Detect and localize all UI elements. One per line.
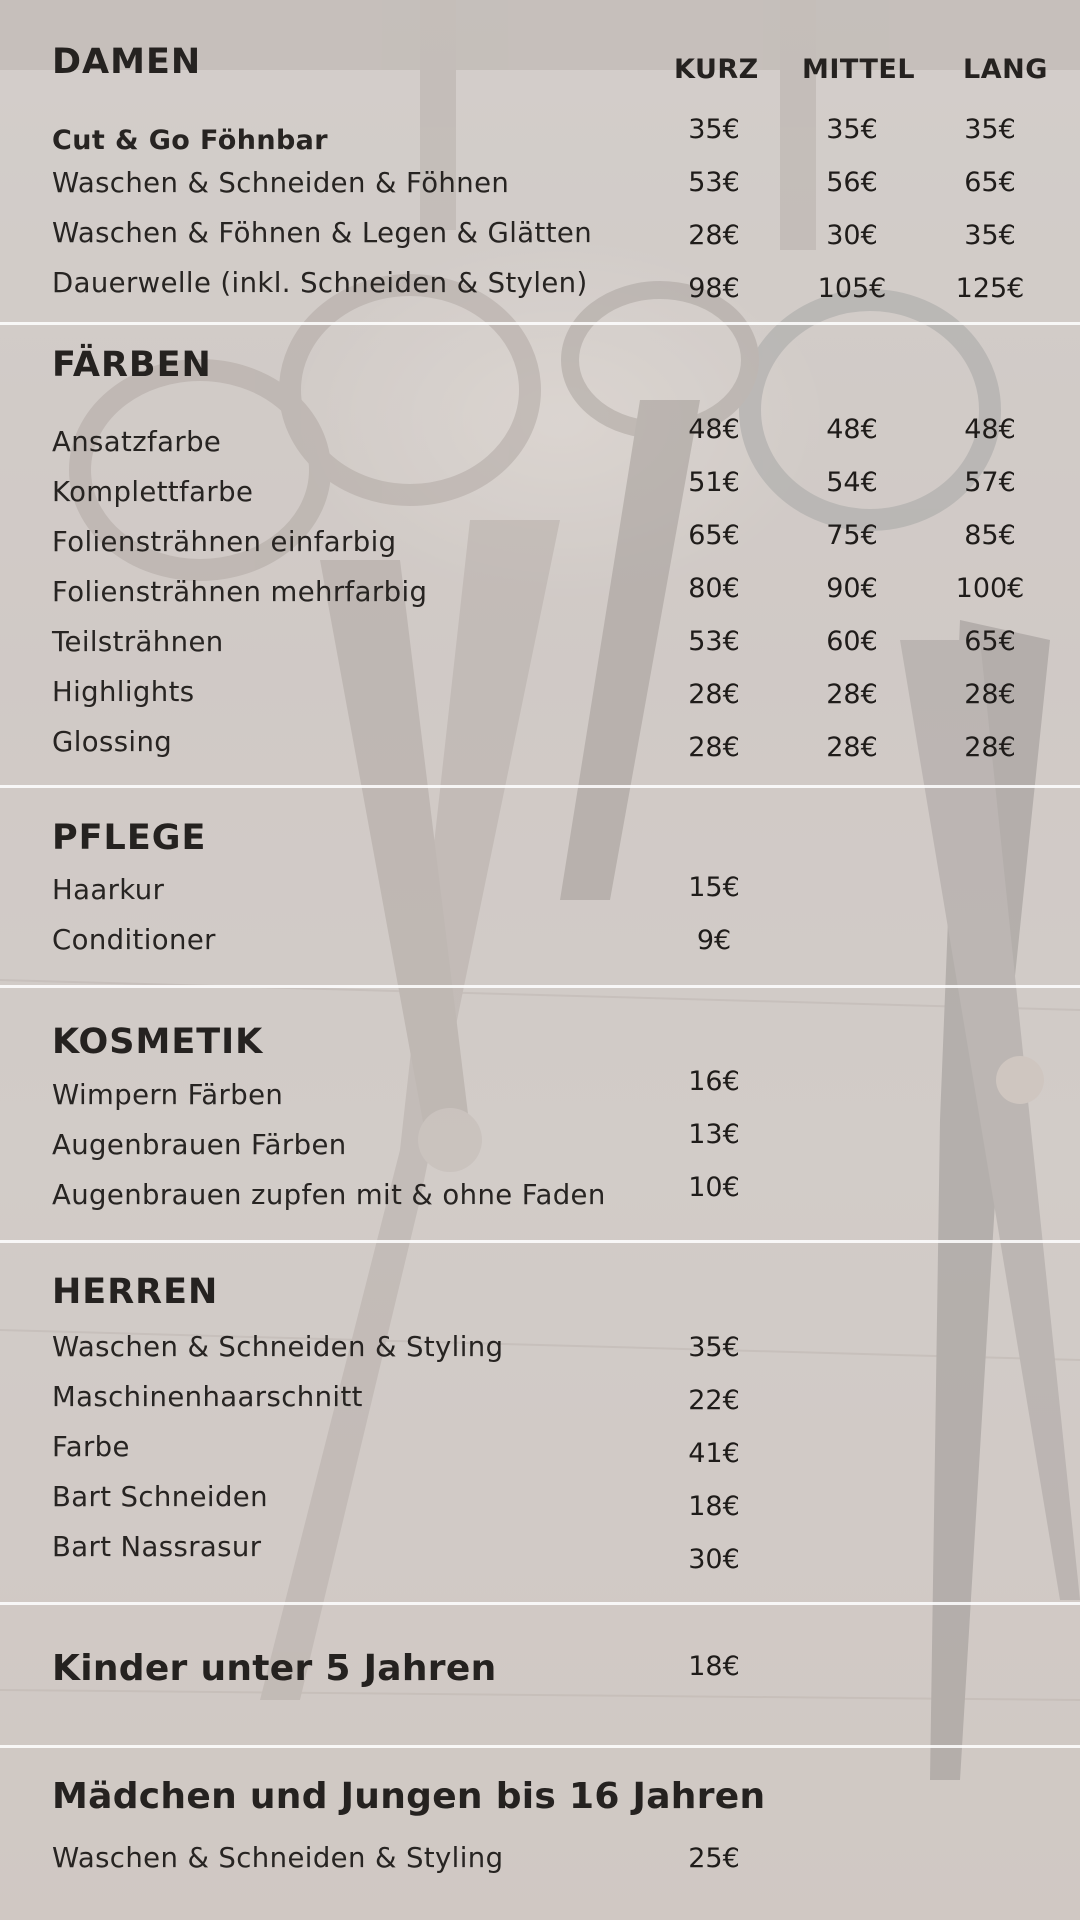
section-title-kosmetik: KOSMETIK (52, 1022, 264, 1062)
service-label: Farbe (52, 1431, 130, 1463)
service-label: Bart Schneiden (52, 1481, 268, 1513)
price-kurz: 51€ (688, 467, 740, 498)
price-kurz: 28€ (688, 732, 740, 763)
price-lang: 28€ (964, 732, 1016, 763)
column-header-lang: LANG (963, 54, 1048, 85)
price-kurz: 98€ (688, 273, 740, 304)
price: 15€ (688, 872, 740, 903)
service-label: Augenbrauen zupfen mit & ohne Faden (52, 1179, 606, 1211)
price-lang: 57€ (964, 467, 1016, 498)
service-label: Dauerwelle (inkl. Schneiden & Stylen) (52, 267, 588, 299)
price-kurz: 48€ (688, 414, 740, 445)
service-label: Foliensträhnen einfarbig (52, 526, 397, 558)
price-kurz: 53€ (688, 626, 740, 657)
price: 9€ (696, 925, 732, 956)
price-mittel: 56€ (826, 167, 878, 198)
section-divider (0, 1602, 1080, 1605)
service-label: Foliensträhnen mehrfarbig (52, 576, 428, 608)
price-mittel: 75€ (826, 520, 878, 551)
service-label: Maschinenhaarschnitt (52, 1381, 363, 1413)
service-label: Komplettfarbe (52, 476, 254, 508)
service-label: Teilsträhnen (52, 626, 224, 658)
section-title-damen: DAMEN (52, 42, 202, 82)
service-label: Waschen & Föhnen & Legen & Glätten (52, 217, 593, 249)
price-lang: 100€ (955, 573, 1025, 604)
service-label: Cut & Go Föhnbar (52, 125, 329, 156)
section-divider (0, 1240, 1080, 1243)
price-mittel: 30€ (826, 220, 878, 251)
service-label: Conditioner (52, 924, 216, 956)
service-label: Waschen & Schneiden & Styling (52, 1842, 504, 1874)
service-label: Augenbrauen Färben (52, 1129, 347, 1161)
price-mittel: 54€ (826, 467, 878, 498)
price-kurz: 80€ (688, 573, 740, 604)
column-header-kurz: KURZ (674, 54, 759, 85)
section-divider (0, 985, 1080, 988)
price-mittel: 105€ (817, 273, 887, 304)
price-lang: 85€ (964, 520, 1016, 551)
price: 18€ (688, 1491, 740, 1522)
section-divider (0, 1745, 1080, 1748)
section-title-faerben: FÄRBEN (52, 345, 212, 385)
section-title-herren: HERREN (52, 1272, 219, 1312)
price-lang: 35€ (964, 114, 1016, 145)
section-divider (0, 322, 1080, 325)
price: 25€ (688, 1843, 740, 1874)
price-lang: 125€ (955, 273, 1025, 304)
price: 16€ (688, 1066, 740, 1097)
price-mittel: 28€ (826, 732, 878, 763)
price: 10€ (688, 1172, 740, 1203)
service-label: Glossing (52, 726, 173, 758)
service-label: Bart Nassrasur (52, 1531, 262, 1563)
price-mittel: 35€ (826, 114, 878, 145)
section-title-kinder: Kinder unter 5 Jahren (52, 1648, 497, 1689)
price-mittel: 90€ (826, 573, 878, 604)
price-lang: 48€ (964, 414, 1016, 445)
service-label: Haarkur (52, 874, 165, 906)
price-kurz: 28€ (688, 679, 740, 710)
price: 13€ (688, 1119, 740, 1150)
price: 22€ (688, 1385, 740, 1416)
price-kurz: 35€ (688, 114, 740, 145)
price-kurz: 28€ (688, 220, 740, 251)
price-kurz: 53€ (688, 167, 740, 198)
price-kurz: 65€ (688, 520, 740, 551)
price-mittel: 28€ (826, 679, 878, 710)
column-header-mittel: MITTEL (802, 54, 916, 85)
price-lang: 35€ (964, 220, 1016, 251)
price: 18€ (688, 1651, 740, 1682)
price-mittel: 48€ (826, 414, 878, 445)
price-lang: 28€ (964, 679, 1016, 710)
price: 41€ (688, 1438, 740, 1469)
price: 30€ (688, 1544, 740, 1575)
price-lang: 65€ (964, 167, 1016, 198)
price-lang: 65€ (964, 626, 1016, 657)
section-divider (0, 785, 1080, 788)
price: 35€ (688, 1332, 740, 1363)
service-label: Highlights (52, 676, 195, 708)
section-title-jugend: Mädchen und Jungen bis 16 Jahren (52, 1776, 766, 1817)
section-title-pflege: PFLEGE (52, 818, 207, 858)
price-mittel: 60€ (826, 626, 878, 657)
service-label: Waschen & Schneiden & Föhnen (52, 167, 510, 199)
service-label: Wimpern Färben (52, 1079, 284, 1111)
service-label: Ansatzfarbe (52, 426, 222, 458)
service-label: Waschen & Schneiden & Styling (52, 1331, 504, 1363)
